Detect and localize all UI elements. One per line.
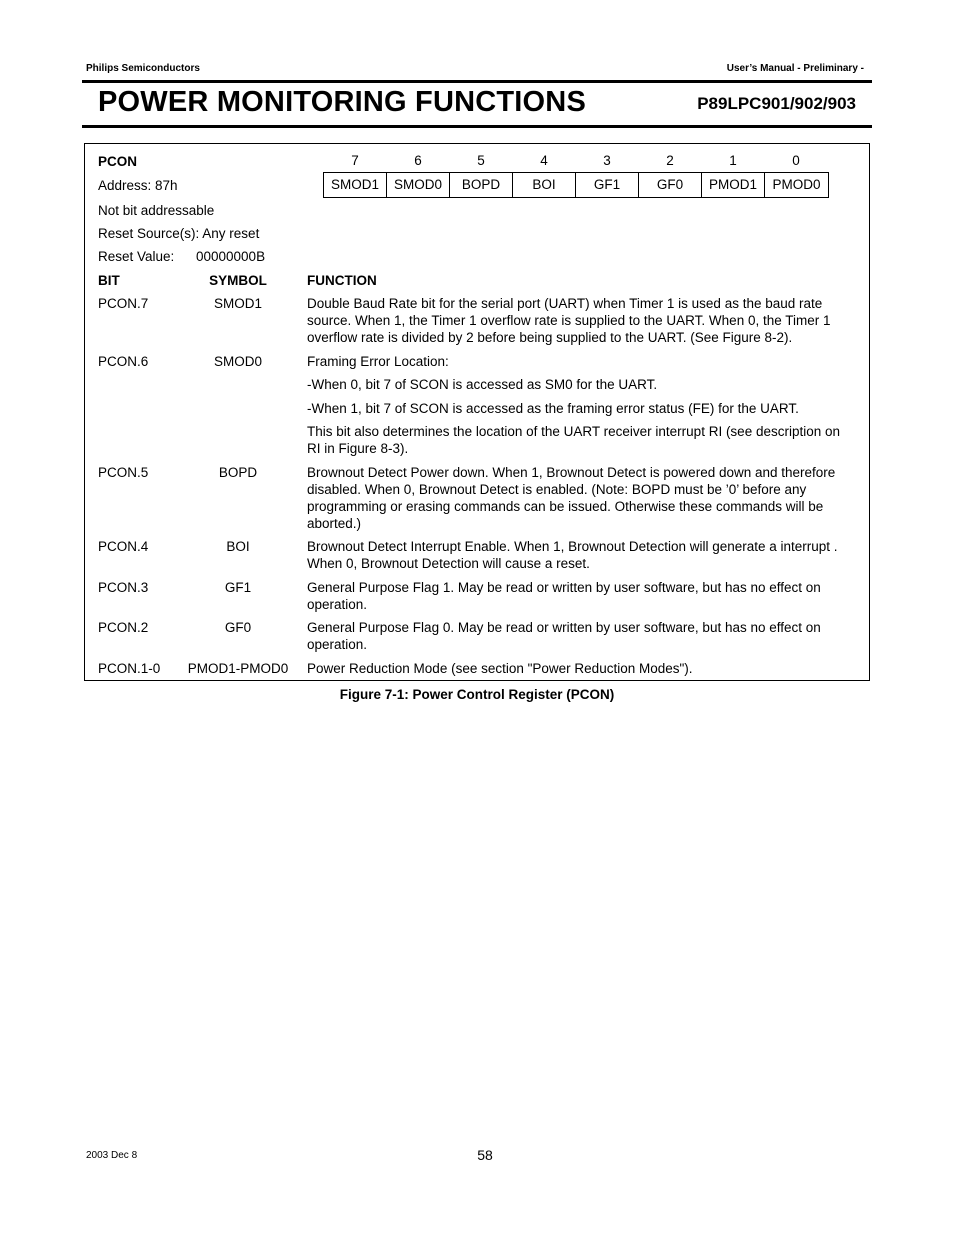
header-rule-top — [82, 80, 872, 83]
figure-caption: Figure 7-1: Power Control Register (PCON) — [339, 687, 615, 702]
bit-number-7: 7 — [351, 153, 359, 168]
bit-cell-boi: BOI — [513, 173, 576, 197]
manual-label: User’s Manual - Preliminary - — [726, 63, 864, 74]
row-symbol: BOPD — [218, 465, 258, 480]
footer-date: 2003 Dec 8 — [86, 1150, 138, 1161]
row-bit: PCON.5 — [98, 465, 149, 480]
row-symbol: PMOD1-PMOD0 — [187, 661, 289, 676]
register-name: PCON — [98, 154, 138, 169]
bit-cell-smod1: SMOD1 — [324, 173, 387, 197]
bit-number-4: 4 — [540, 153, 548, 168]
bit-field-row — [323, 172, 829, 198]
row-function: Brownout Detect Interrupt Enable. When 1, Brownout Detection will generate a interrupt . When 0, Brownout Detection will cause a reset. — [307, 539, 838, 571]
register-reset-value: 00000000B — [196, 249, 266, 264]
row-symbol: GF0 — [224, 620, 252, 635]
row-function: General Purpose Flag 0. May be read or written by user software, but has no effect on operation. — [307, 620, 821, 652]
register-addressable: Not bit addressable — [98, 203, 215, 218]
register-address: Address: 87h — [98, 178, 178, 193]
bit-cell-pmod1: PMOD1 — [702, 173, 765, 197]
bit-number-0: 0 — [792, 153, 800, 168]
row-symbol: GF1 — [224, 580, 252, 595]
row-bit: PCON.1-0 — [98, 661, 161, 676]
row-function: -When 1, bit 7 of SCON is accessed as the framing error status (FE) for the UART. — [307, 401, 799, 416]
bit-cell-bopd: BOPD — [450, 173, 513, 197]
row-function: Power Reduction Mode (see section "Power Reduction Modes"). — [307, 661, 693, 676]
part-number: P89LPC901/902/903 — [697, 94, 856, 113]
row-symbol: SMOD0 — [213, 354, 262, 369]
bit-cell-gf0: GF0 — [639, 173, 702, 197]
row-function: Double Baud Rate bit for the serial port (UART) when Timer 1 is used as the baud rate source. When 1, the Timer 1 overflow rate is supplied to the UART. When 0, the Timer 1 overflow rate is divided by 2 before being supplied to the UART. (See Figure 8-2). — [307, 296, 831, 345]
header-function: FUNCTION — [307, 273, 377, 288]
bit-cell-smod0: SMOD0 — [387, 173, 450, 197]
row-symbol: SMOD1 — [213, 296, 262, 311]
row-bit: PCON.2 — [98, 620, 149, 635]
row-bit: PCON.4 — [98, 539, 149, 554]
header-bit: BIT — [98, 273, 120, 288]
row-function: Framing Error Location: — [307, 354, 449, 369]
register-reset-source: Reset Source(s): Any reset — [98, 226, 260, 241]
bit-number-1: 1 — [729, 153, 737, 168]
row-function: Brownout Detect Power down. When 1, Brownout Detect is powered down and therefore disabled. When 0, Brownout Detect is enabled. (Note: BOPD must be ’0’ before any programming or erasing commands can be issued. Otherwise these commands will be aborted.) — [307, 465, 836, 531]
row-bit: PCON.6 — [98, 354, 149, 369]
bit-number-5: 5 — [477, 153, 485, 168]
bit-number-2: 2 — [666, 153, 674, 168]
page-number: 58 — [477, 1147, 493, 1163]
company-name: Philips Semiconductors — [86, 63, 200, 74]
row-bit: PCON.7 — [98, 296, 149, 311]
row-function: This bit also determines the location of the UART receiver interrupt RI (see description on RI in Figure 8-3). — [307, 424, 841, 456]
bit-number-6: 6 — [414, 153, 422, 168]
header-symbol: SYMBOL — [209, 273, 267, 288]
bit-cell-gf1: GF1 — [576, 173, 639, 197]
bit-cell-pmod0: PMOD0 — [772, 177, 821, 192]
page-title: POWER MONITORING FUNCTIONS — [98, 86, 586, 118]
register-reset-value-label: Reset Value: — [98, 249, 175, 264]
row-function: General Purpose Flag 1. May be read or written by user software, but has no effect on operation. — [307, 580, 821, 612]
row-function: -When 0, bit 7 of SCON is accessed as SM0 for the UART. — [307, 377, 658, 392]
header-rule-bottom — [82, 125, 872, 128]
row-symbol: BOI — [226, 539, 250, 554]
bit-number-3: 3 — [603, 153, 611, 168]
row-bit: PCON.3 — [98, 580, 149, 595]
